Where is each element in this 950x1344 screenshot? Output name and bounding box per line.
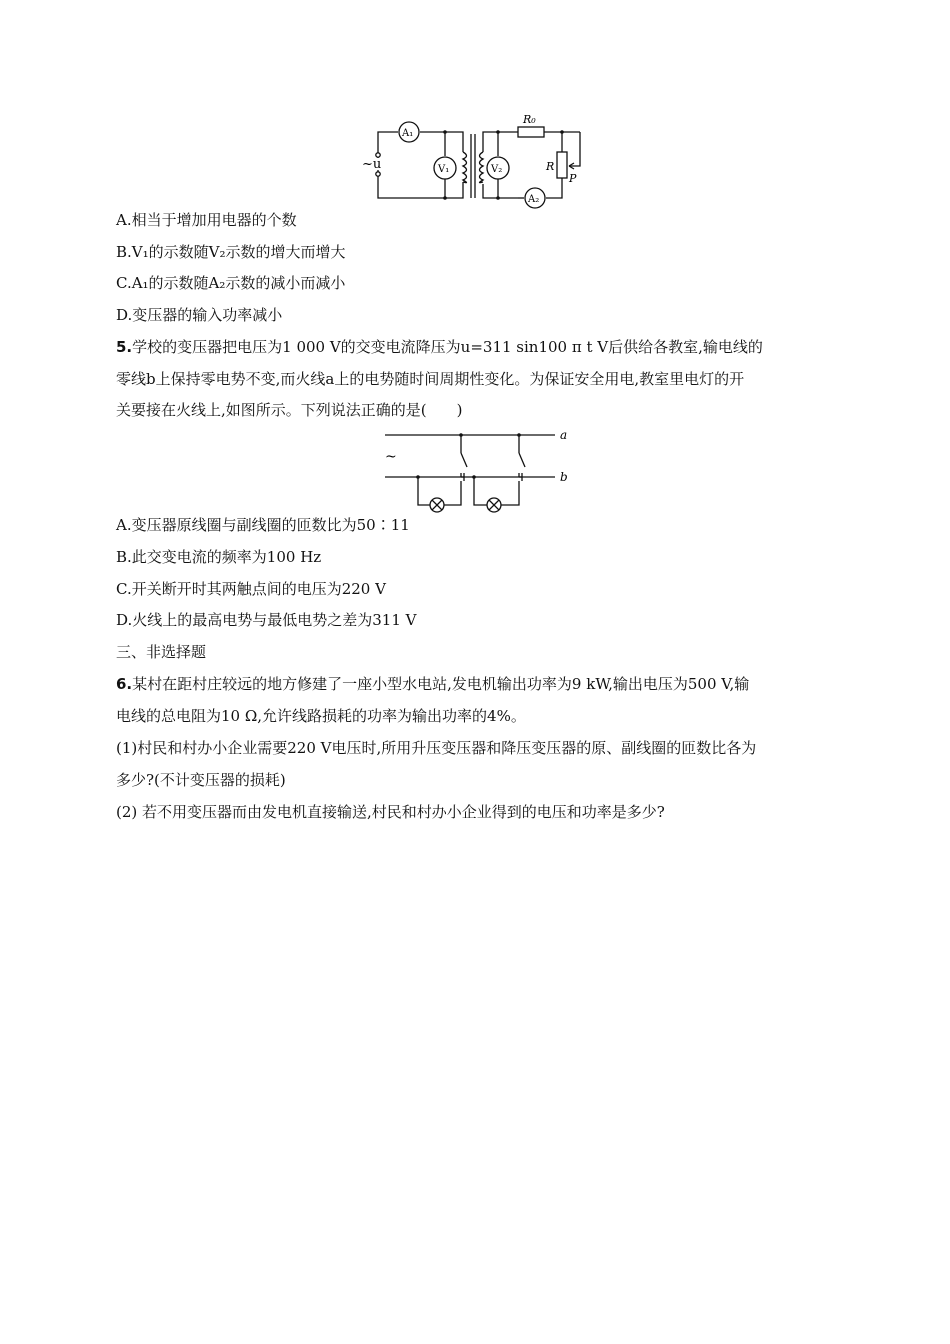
q6-stem [116, 674, 749, 694]
ammeter2-label: A₂ [528, 194, 540, 205]
q5-number: 5. [116, 338, 133, 356]
q5-stem-line1: 学校的变压器把电压为1 000 V的交变电流降压为u=311 sin100 π t V后供给各教室,输电线的 [132, 338, 763, 356]
source-label: ~u [362, 157, 382, 172]
q4-option-c: C.A₁的示数随A₂示数的减小而减小 [116, 274, 346, 292]
q6-part1-line1: (1)村民和村办小企业需要220 V电压时,所用升压变压器和降压变压器的原、副线圈的匝数比各为 [116, 739, 757, 757]
wiring-switch-figure [380, 425, 580, 520]
ac-source-label: ~ [385, 449, 397, 465]
q4-option-a: A.相当于增加用电器的个数 [116, 211, 297, 229]
wire-b-label: b [560, 470, 568, 484]
q5-option-c: C.开关断开时其两触点间的电压为220 V [116, 580, 386, 598]
q6-number: 6. [116, 675, 133, 693]
q4-option-b: B.V₁的示数随V₂示数的增大而增大 [116, 243, 346, 261]
ammeter1-label: A₁ [402, 128, 414, 139]
resistor0-label: R₀ [523, 113, 536, 126]
slider-label: P [569, 172, 577, 185]
q5-option-a: A.变压器原线圈与副线圈的匝数比为50∶11 [116, 516, 410, 534]
transformer-circuit-figure [360, 112, 600, 212]
rheostat-label: R [546, 160, 555, 173]
q5-option-b: B.此交变电流的频率为100 Hz [116, 548, 322, 566]
section-title: 三、非选择题 [116, 643, 207, 661]
q5-stem-line3: 关要接在火线上,如图所示。下列说法正确的是( ) [116, 401, 463, 419]
q6-stem-line2: 电线的总电阻为10 Ω,允许线路损耗的功率为输出功率的4%。 [116, 707, 526, 725]
voltmeter2-label: V₂ [491, 164, 503, 175]
q5-stem [116, 337, 763, 357]
wire-a-label: a [560, 428, 568, 442]
q4-option-d: D.变压器的输入功率减小 [116, 306, 283, 324]
q6-part2: (2) 若不用变压器而由发电机直接输送,村民和村办小企业得到的电压和功率是多少? [116, 803, 665, 821]
q6-stem-line1: 某村在距村庄较远的地方修建了一座小型水电站,发电机输出功率为9 kW,输出电压为500 V,输 [132, 675, 750, 693]
q5-option-d: D.火线上的最高电势与最低电势之差为311 V [116, 611, 417, 629]
q6-part1-line2: 多少?(不计变压器的损耗) [116, 771, 286, 789]
voltmeter1-label: V₁ [438, 164, 450, 175]
q5-stem-line2: 零线b上保持零电势不变,而火线a上的电势随时间周期性变化。为保证安全用电,教室里电灯的开 [116, 370, 745, 388]
